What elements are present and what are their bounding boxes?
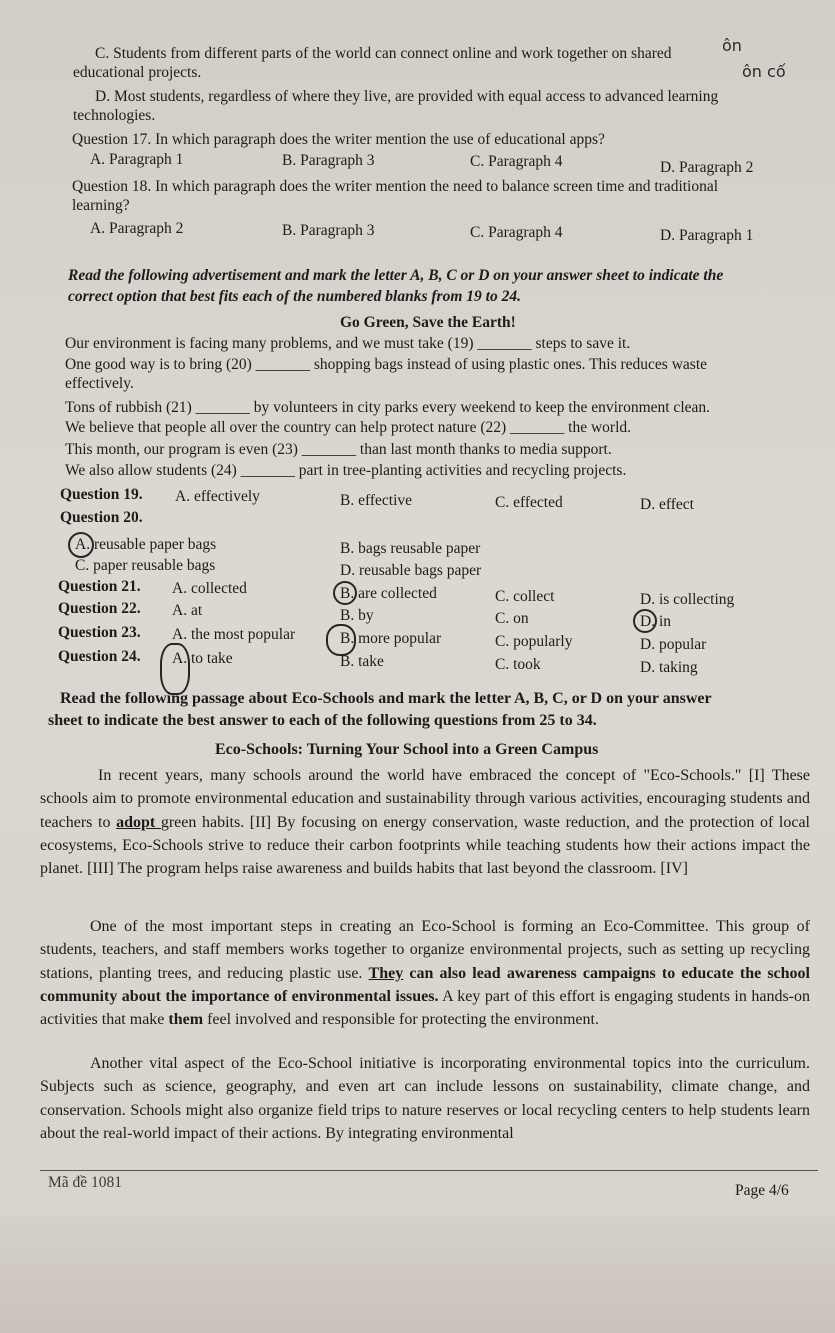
answer-mark-q23 [326, 624, 356, 656]
prev-option-d-line2: technologies. [73, 107, 156, 124]
q21-option-c[interactable]: C. collect [495, 588, 555, 605]
q20-option-a[interactable]: A. reusable paper bags [75, 536, 217, 553]
passage-paragraph-3 [40, 1052, 810, 1145]
q18-option-d[interactable]: D. Paragraph 1 [660, 227, 754, 244]
ad-line-1: Our environment is facing many problems, and we must take (19) _______ steps to save it. [65, 335, 631, 352]
p3-text: Another vital aspect of the Eco-School initiative is incorporating environmental topics into the curriculum. Subjects such as science, geography, and even art can include lessons on sustainability, climate change, and conservation. Schools might also organize field trips to nature reserves or local recycling centers to help students learn about the real-world impact of their actions. By integrating environmental [40, 1055, 810, 1142]
q18-option-b[interactable]: B. Paragraph 3 [282, 222, 375, 239]
q22-option-d[interactable]: D. in [640, 613, 671, 630]
q23-label: Question 23. [58, 624, 141, 641]
prev-option-c-line2: educational projects. [73, 64, 202, 81]
q20-label: Question 20. [60, 509, 143, 526]
prev-option-c-line1: C. Students from different parts of the world can connect online and work together on shared [95, 45, 672, 62]
answer-mark-q21 [333, 581, 357, 605]
answer-mark-q20 [68, 532, 94, 558]
q17-option-b[interactable]: B. Paragraph 3 [282, 152, 375, 169]
ad-line-4: Tons of rubbish (21) _______ by volunteers in city parks every weekend to keep the environment clean. [65, 399, 711, 416]
passage-paragraph-2 [40, 915, 810, 1031]
q18-option-c[interactable]: C. Paragraph 4 [470, 224, 563, 241]
ad-line-6: This month, our program is even (23) _______ than last month thanks to media support. [65, 441, 612, 458]
p1-text-b: green habits. [II] By focusing on energy conservation, waste reduction, and the protection of local ecosystems, Eco-Schools strive to reduce their carbon footprints while teaching students how their actions impact the planet. [III] The program helps raise awareness and builds habits that last beyond the classroom. [IV] [40, 813, 811, 878]
q21-option-a[interactable]: A. collected [172, 580, 247, 597]
q23-option-a[interactable]: A. the most popular [172, 626, 296, 643]
p2-text-d: feel involved and responsible for protecting the environment. [203, 1011, 599, 1029]
q24-option-d[interactable]: D. taking [640, 659, 698, 676]
p2-text-a: One of the most important steps in creating an Eco-School is forming an Eco-Committee. This group of students, teachers, and staff members works together to organize environmental projects, such as setting up recycling stations, planting trees, and reducing plastic use. [40, 918, 810, 982]
q22-option-b[interactable]: B. by [340, 607, 374, 624]
q22-option-c[interactable]: C. on [495, 610, 529, 627]
q21-option-d[interactable]: D. is collecting [640, 591, 735, 608]
p2-bold-them: them [168, 1011, 204, 1029]
exam-code: Mã đề 1081 [48, 1174, 123, 1191]
q21-option-b[interactable]: B. are collected [340, 585, 437, 602]
q24-label: Question 24. [58, 648, 141, 665]
ad-title: Go Green, Save the Earth! [340, 314, 516, 331]
answer-mark-q24 [160, 643, 190, 695]
q24-option-a[interactable]: A. to take [172, 650, 233, 667]
ad-line-5: We believe that people all over the country can help protect nature (22) _______ the world. [65, 419, 632, 436]
q20-option-c[interactable]: C. paper reusable bags [75, 557, 216, 574]
answer-mark-q22 [633, 609, 657, 633]
q23-option-c[interactable]: C. popularly [495, 633, 573, 650]
p1-text-a: In recent years, many schools around the world have embraced the concept of "Eco-Schools." [I] These schools aim to promote environmental education and sustainability through various activities, encouraging students and teachers to [40, 767, 810, 831]
q17-option-c[interactable]: C. Paragraph 4 [470, 153, 563, 170]
q19-option-c[interactable]: C. effected [495, 494, 563, 511]
passage-paragraph-1 [40, 764, 810, 880]
q19-option-d[interactable]: D. effect [640, 496, 694, 513]
q22-option-a[interactable]: A. at [172, 602, 203, 619]
q20-option-d[interactable]: D. reusable bags paper [340, 562, 482, 579]
passage-instructions-line2: sheet to indicate the best answer to each of the following questions from 25 to 34. [48, 712, 597, 729]
q17-option-a[interactable]: A. Paragraph 1 [90, 151, 184, 168]
handwritten-note-2: ôn cố [742, 62, 786, 81]
q17-option-d[interactable]: D. Paragraph 2 [660, 159, 754, 176]
p2-text-c: A key part of this effort is engaging students in hands-on activities that make [40, 987, 810, 1029]
p2-underlined-they: They [368, 964, 404, 982]
ad-instructions-line2: correct option that best fits each of the numbered blanks from 19 to 24. [68, 288, 521, 305]
ad-instructions-line1: Read the following advertisement and mark the letter A, B, C or D on your answer sheet to indicate the [68, 267, 724, 284]
q18-stem-line1: Question 18. In which paragraph does the writer mention the need to balance screen time and traditional [72, 178, 719, 195]
q17-stem: Question 17. In which paragraph does the writer mention the use of educational apps? [72, 131, 605, 148]
q19-option-b[interactable]: B. effective [340, 492, 413, 509]
ad-line-7: We also allow students (24) _______ part in tree-planting activities and recycling projects. [65, 462, 627, 479]
prev-option-d-line1: D. Most students, regardless of where they live, are provided with equal access to advanced learning [95, 88, 719, 105]
q22-label: Question 22. [58, 600, 141, 617]
ad-line-2: One good way is to bring (20) _______ shopping bags instead of using plastic ones. This reduces waste [65, 356, 708, 373]
handwritten-note-1: ôn [722, 36, 742, 55]
q18-option-a[interactable]: A. Paragraph 2 [90, 220, 184, 237]
q23-option-d[interactable]: D. popular [640, 636, 707, 653]
q18-stem-line2: learning? [72, 197, 130, 214]
q21-label: Question 21. [58, 578, 141, 595]
page-number: Page 4/6 [735, 1182, 789, 1199]
footer-divider [40, 1170, 818, 1171]
passage-title: Eco-Schools: Turning Your School into a Green Campus [215, 741, 599, 758]
q20-option-b[interactable]: B. bags reusable paper [340, 540, 481, 557]
q19-option-a[interactable]: A. effectively [175, 488, 260, 505]
q24-option-b[interactable]: B. take [340, 653, 384, 670]
q23-option-b[interactable]: B. more popular [340, 630, 442, 647]
p2-bold-sentence: can also lead awareness campaigns to educate the school community about the importance of environmental issues. [40, 964, 810, 1005]
ad-line-3: effectively. [65, 375, 134, 392]
passage-instructions-line1: Read the following passage about Eco-Schools and mark the letter A, B, C, or D on your answer [60, 690, 712, 707]
q19-label: Question 19. [60, 486, 143, 503]
p1-underlined-word: adopt [116, 813, 161, 831]
q24-option-c[interactable]: C. took [495, 656, 541, 673]
page-shadow [0, 1215, 835, 1333]
